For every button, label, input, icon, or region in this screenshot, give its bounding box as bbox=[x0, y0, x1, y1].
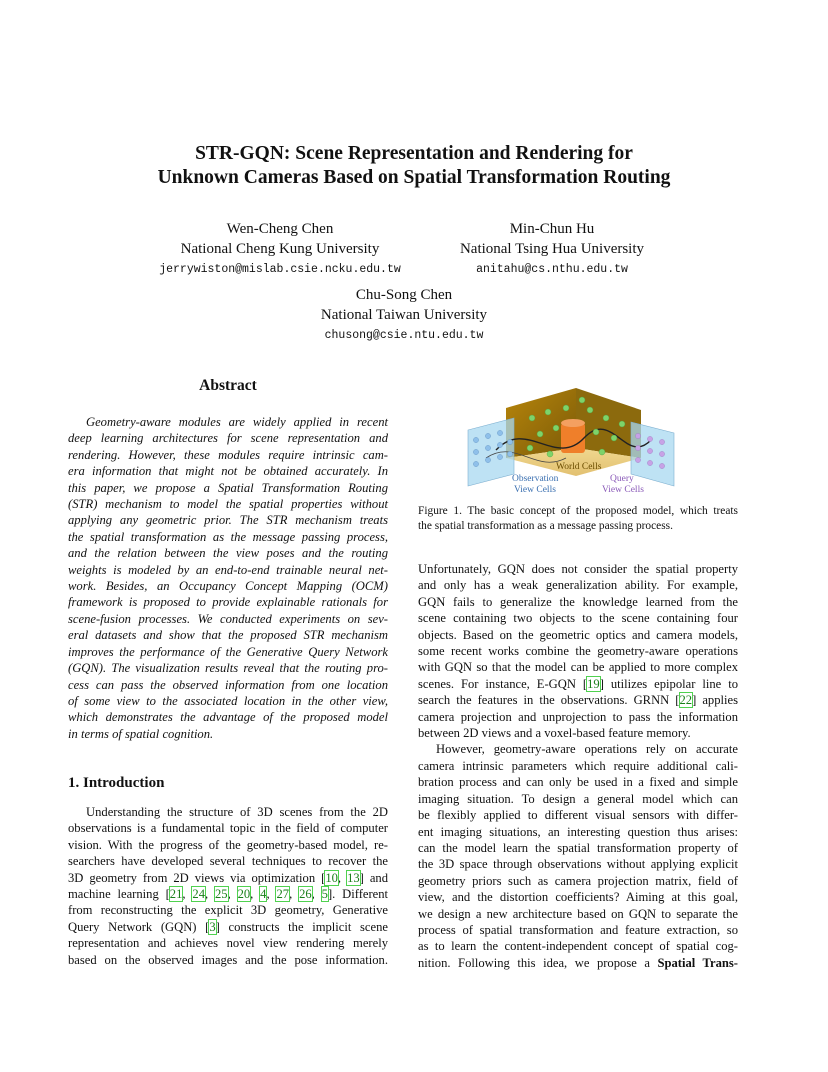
query-view-plane bbox=[631, 422, 674, 486]
body-line: objects. Based on the geometric optics and camera models, bbox=[418, 627, 738, 642]
object-top bbox=[561, 419, 585, 427]
citation-link[interactable]: 26 bbox=[299, 887, 312, 902]
citation-link[interactable]: 19 bbox=[587, 676, 600, 691]
abstract-line: which demonstrates the advantage of the proposed model bbox=[68, 710, 388, 725]
abstract-line: in terms of spatial cognition. bbox=[68, 726, 214, 741]
body-line: Unfortunately, GQN does not consider the spatial property bbox=[418, 562, 738, 576]
abstract-line: this paper, we propose a Spatial Transformation Routing bbox=[68, 480, 388, 495]
body-line: However, geometry-aware operations rely on accurate bbox=[436, 742, 738, 757]
author-name: Wen-Cheng Chen bbox=[226, 221, 334, 237]
abstract-line: the spatial transformation as the message passing process, bbox=[68, 529, 388, 544]
abstract-line: weights is modeled by an end-to-end trainable neural net- bbox=[68, 562, 388, 577]
body-line: we design a new architecture based on GQN to separate the bbox=[418, 906, 738, 921]
figure-1-illustration bbox=[466, 378, 676, 498]
abstract-line: rendering. However, these modules require intrinsic cam- bbox=[68, 447, 388, 462]
paper-title bbox=[0, 142, 828, 190]
label-query-view-cells: View Cells bbox=[602, 485, 644, 495]
intro-line: based on the observed images and the pose information. bbox=[68, 952, 388, 967]
right-column-body bbox=[418, 561, 738, 971]
body-line: view, and the distortion coefficients? Aiming at this goal, bbox=[418, 890, 738, 905]
body-line: some recent works combine the geometry-aware operations bbox=[418, 644, 738, 659]
abstract-line: (GQN). The visualization results reveal that the routing pro- bbox=[68, 661, 388, 676]
intro-line: observations is a fundamental topic in the field of computer bbox=[68, 821, 388, 836]
author-affiliation: National Tsing Hua University bbox=[459, 241, 645, 257]
abstract-line: era information that might not be obtained accurately. In bbox=[68, 464, 388, 479]
introduction-body bbox=[68, 804, 388, 968]
body-line: process of spatial transformation and feature extraction, so bbox=[418, 922, 738, 937]
body-line: ent imaging situations, an interesting question thus arises: bbox=[418, 824, 738, 839]
author-name: Chu-Song Chen bbox=[355, 287, 453, 303]
intro-line: searchers have developed several techniques to recover the bbox=[68, 854, 388, 869]
title-line-2: Unknown Cameras Based on Spatial Transformation Routing bbox=[157, 167, 671, 188]
body-line: search the features in the observations. GRNN [22] applies bbox=[418, 693, 738, 708]
intro-line: vision. With the progress of the geometry-based model, re- bbox=[68, 837, 388, 852]
abstract-heading: Abstract bbox=[199, 377, 257, 394]
intro-line: representation and achieves novel view rendering merely bbox=[68, 936, 388, 951]
label-world-cells: World Cells bbox=[556, 462, 602, 472]
body-line: the 3D space through observations without applying explicit bbox=[418, 857, 738, 872]
abstract-body bbox=[68, 414, 388, 742]
body-line: GQN fails to generalize the knowledge learned from the bbox=[418, 594, 738, 609]
abstract-line: (STR) mechanism to model the spatial properties without bbox=[68, 497, 388, 512]
caption-line: the spatial transformation as a message passing process. bbox=[418, 520, 673, 532]
body-line: can the model learn the spatial transformation property of bbox=[418, 840, 738, 855]
body-line: scenes. For instance, E-GQN [19] utilizes epipolar line to bbox=[418, 676, 738, 691]
abstract-line: scene-fusion processes. We conducted experiments on sev- bbox=[68, 611, 388, 626]
body-line: between 2D views and a voxel-based feature memory. bbox=[418, 726, 691, 741]
intro-line: machine learning [21, 24, 25, 20, 4, 27, 26, 5]. Different bbox=[68, 887, 389, 902]
intro-line: Understanding the structure of 3D scenes from the 2D bbox=[86, 805, 388, 819]
abstract-line: cess can pass the observed information from one location bbox=[68, 677, 388, 692]
author-block-3 bbox=[264, 285, 544, 345]
label-query: Query bbox=[610, 474, 634, 484]
intro-line: Query Network (GQN) [3] constructs the implicit scene bbox=[68, 919, 388, 934]
figure-1-svg bbox=[466, 378, 676, 498]
citation-link[interactable]: 21 bbox=[169, 887, 183, 902]
author-email: chusong@csie.ntu.edu.tw bbox=[324, 329, 484, 342]
citation-link[interactable]: 24 bbox=[192, 887, 205, 902]
author-affiliation: National Cheng Kung University bbox=[180, 241, 380, 257]
citation-link[interactable]: 27 bbox=[276, 887, 290, 902]
body-line: nition. Following this idea, we propose a Spatial Trans- bbox=[418, 955, 738, 970]
abstract-line: framework is proposed to provide explainable rationals for bbox=[68, 595, 388, 610]
body-line: as to learn the content-independent concept of spatial cog- bbox=[418, 939, 738, 954]
abstract-line: and the relation between the view poses and the routing bbox=[68, 546, 388, 561]
figure-1-caption bbox=[418, 504, 738, 534]
abstract-line: Geometry-aware modules are widely applied in recent bbox=[86, 415, 388, 429]
author-block-2 bbox=[432, 219, 672, 279]
body-line: and only has a weak generalization ability. For example, bbox=[418, 578, 738, 593]
citation-link[interactable]: 25 bbox=[214, 887, 228, 902]
abstract-line: work. Besides, an Occupancy Concept Mapping (OCM) bbox=[68, 579, 388, 594]
intro-line: from reconstructing the explicit 3D geometry, Generative bbox=[68, 903, 388, 918]
label-observation-view-cells: View Cells bbox=[514, 485, 556, 495]
body-line: geometry priors such as camera projection matrix, field of bbox=[418, 873, 738, 888]
citation-link[interactable]: 4 bbox=[260, 887, 267, 902]
abstract-line: deep learning architectures for scene representation and bbox=[68, 431, 388, 446]
citation-link[interactable]: 3 bbox=[209, 919, 216, 934]
caption-line: Figure 1. The basic concept of the proposed model, which treats bbox=[418, 505, 738, 517]
abstract-line: applying any geometric prior. The STR mechanism treats bbox=[68, 513, 388, 528]
title-line-1: STR-GQN: Scene Representation and Rendering for bbox=[195, 143, 633, 164]
body-line: imaging situation. To design a general model which can bbox=[418, 791, 738, 806]
citation-link[interactable]: 22 bbox=[679, 693, 693, 708]
section-heading-introduction: 1. Introduction bbox=[68, 775, 165, 791]
body-line: camera projection and unprojection to pass the information bbox=[418, 709, 738, 724]
author-email: anitahu@cs.nthu.edu.tw bbox=[476, 263, 628, 276]
abstract-line: improves the performance of the Generative Query Network bbox=[68, 644, 388, 659]
label-observation: Observation bbox=[512, 474, 559, 484]
abstract-line: eral datasets and show that the proposed STR mechanism bbox=[68, 628, 388, 643]
body-line: bration process and can only be used in a fixed and simple bbox=[418, 775, 738, 790]
abstract-line: of some view to the associated location in the other view, bbox=[68, 693, 388, 708]
author-name: Min-Chun Hu bbox=[509, 221, 595, 237]
intro-line: 3D geometry from 2D views via optimization [10, 13] and bbox=[68, 870, 389, 885]
citation-link[interactable]: 10 bbox=[325, 870, 338, 885]
author-email: jerrywiston@mislab.csie.ncku.edu.tw bbox=[159, 263, 401, 276]
body-line: be flexibly applied to different visual sensors with differ- bbox=[418, 808, 738, 823]
author-block-1 bbox=[140, 219, 420, 279]
citation-link[interactable]: 20 bbox=[237, 887, 251, 902]
body-line: scene containing two objects to the scene containing four bbox=[418, 611, 738, 626]
body-line: with GQN so that the model can be applied to more complex bbox=[418, 660, 738, 675]
body-line: camera intrinsic parameters which require additional cali- bbox=[418, 758, 738, 773]
citation-link[interactable]: 5 bbox=[321, 887, 328, 902]
citation-link[interactable]: 13 bbox=[347, 870, 360, 885]
author-affiliation: National Taiwan University bbox=[320, 307, 488, 323]
bold-term: Spatial Trans- bbox=[657, 955, 738, 970]
